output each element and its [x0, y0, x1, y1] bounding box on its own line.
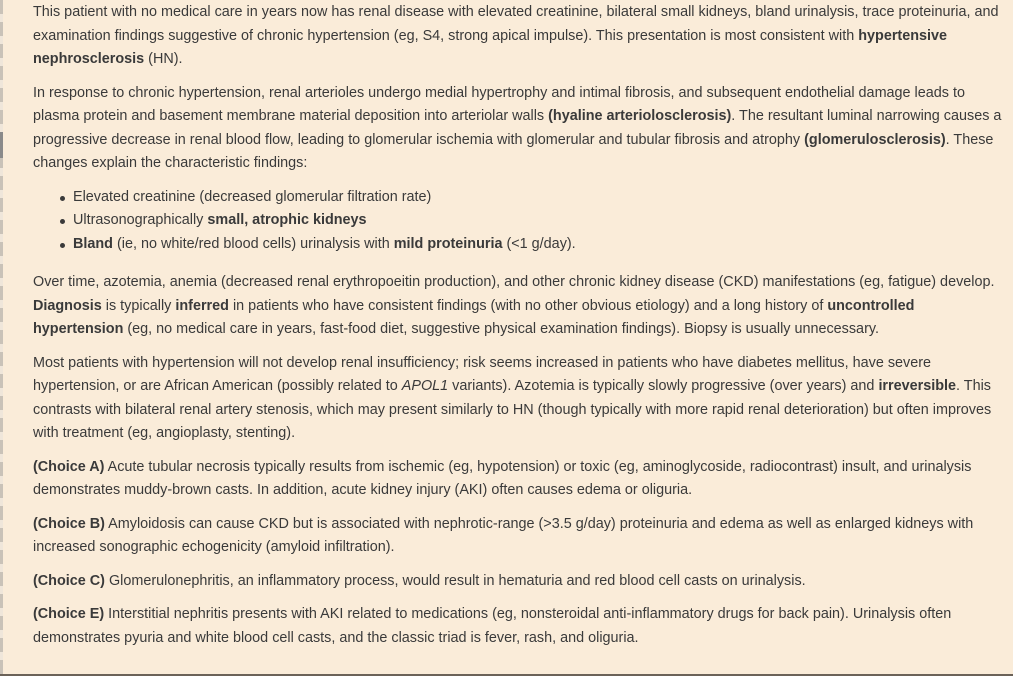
- bold-term: hypertensive nephrosclerosis: [33, 27, 948, 67]
- bold-term: (hyaline arteriolosclerosis): [548, 108, 732, 124]
- left-border-strip: [0, 0, 3, 676]
- bold-term: inferred: [175, 297, 229, 314]
- bold-term: uncontrolled hypertension: [33, 297, 915, 337]
- bold-term: (glomerulosclerosis): [804, 131, 946, 148]
- choice-e-explanation: (Choice E) Interstitial nephritis presents with AKI related to medications (eg, nonsteroidal anti-inflammatory drugs for back pain). Urinalysis often demonstrates pyuria and white blood cell casts, and the classic triad is fever, rash, and oliguria.: [33, 606, 952, 646]
- scroll-position-marker: [0, 132, 3, 158]
- explanation-panel: [33, 1, 1003, 660]
- choice-label: (Choice A): [33, 458, 105, 475]
- bold-term: Bland: [73, 235, 113, 252]
- list-item: Bland (ie, no white/red blood cells) urinalysis with mild proteinuria (<1 g/day).: [73, 233, 1003, 257]
- choice-label: (Choice B): [33, 515, 105, 532]
- bold-term: Diagnosis: [33, 297, 102, 314]
- explanation-paragraph-3: Over time, azotemia, anemia (decreased renal erythropoeitin production), and other chronic kidney disease (CKD) manifestations (eg, fatigue) develop. Diagnosis is typically inferred in patients who have consistent findings (with no other obvious etiology) and a long history of uncontrolled hypertension (eg, no medical care in years, fast-food diet, suggestive physical examination findings). Biopsy is usually unnecessary.: [33, 274, 995, 337]
- explanation-paragraph-2: In response to chronic hypertension, renal arterioles undergo medial hypertrophy and intimal fibrosis, and subsequent endothelial damage leads to plasma protein and basement membrane material deposition into arteriolar walls (hyaline arteriolosclerosis). The resultant luminal narrowing causes a progressive decrease in renal blood flow, leading to glomerular ischemia with glomerular and tubular fibrosis and atrophy (glomerulosclerosis). These changes explain the characteristic findings:: [33, 84, 1002, 171]
- bold-term: mild proteinuria: [393, 235, 503, 252]
- explanation-paragraph-4: Most patients with hypertension will not develop renal insufficiency; risk seems increased in patients who have diabetes mellitus, have severe hypertension, or are African American (possibly related to APOL1 variants). Azotemia is typically slowly progressive (over years) and irreversible. This contrasts with bilateral renal artery stenosis, which may present similarly to HN (though typically with more rapid renal deterioration) but often improves with treatment (eg, angioplasty, stenting).: [33, 354, 992, 441]
- explanation-paragraph-1: This patient with no medical care in years now has renal disease with elevated creatinine, bilateral small kidneys, bland urinalysis, trace proteinuria, and examination findings suggestive of chronic hypertension (eg, S4, strong apical impulse). This presentation is most consistent with hypertensive nephrosclerosis (HN).: [33, 4, 999, 67]
- choice-c-explanation: (Choice C) Glomerulonephritis, an inflammatory process, would result in hematuria and red blood cell casts on urinalysis.: [33, 572, 806, 589]
- bold-term: small, atrophic kidneys: [207, 212, 367, 228]
- list-item: Elevated creatinine (decreased glomerular filtration rate): [73, 186, 1003, 210]
- list-item: Ultrasonographically small, atrophic kidneys: [73, 209, 1003, 233]
- bold-term: irreversible: [878, 378, 957, 394]
- choice-b-explanation: (Choice B) Amyloidosis can cause CKD but is associated with nephrotic-range (>3.5 g/day) proteinuria and edema as well as enlarged kidneys with increased sonographic echogenicity (amyloid infiltration).: [33, 515, 974, 555]
- gene-name: APOL1: [401, 378, 449, 394]
- choice-label: (Choice E): [33, 606, 105, 622]
- choice-label: (Choice C): [33, 572, 105, 589]
- choice-a-explanation: (Choice A) Acute tubular necrosis typically results from ischemic (eg, hypotension) or toxic (eg, aminoglycoside, radiocontrast) insult, and urinalysis demonstrates muddy-brown casts. In addition, acute kidney injury (AKI) often causes edema or oliguria.: [33, 458, 972, 498]
- findings-list: [33, 186, 1003, 257]
